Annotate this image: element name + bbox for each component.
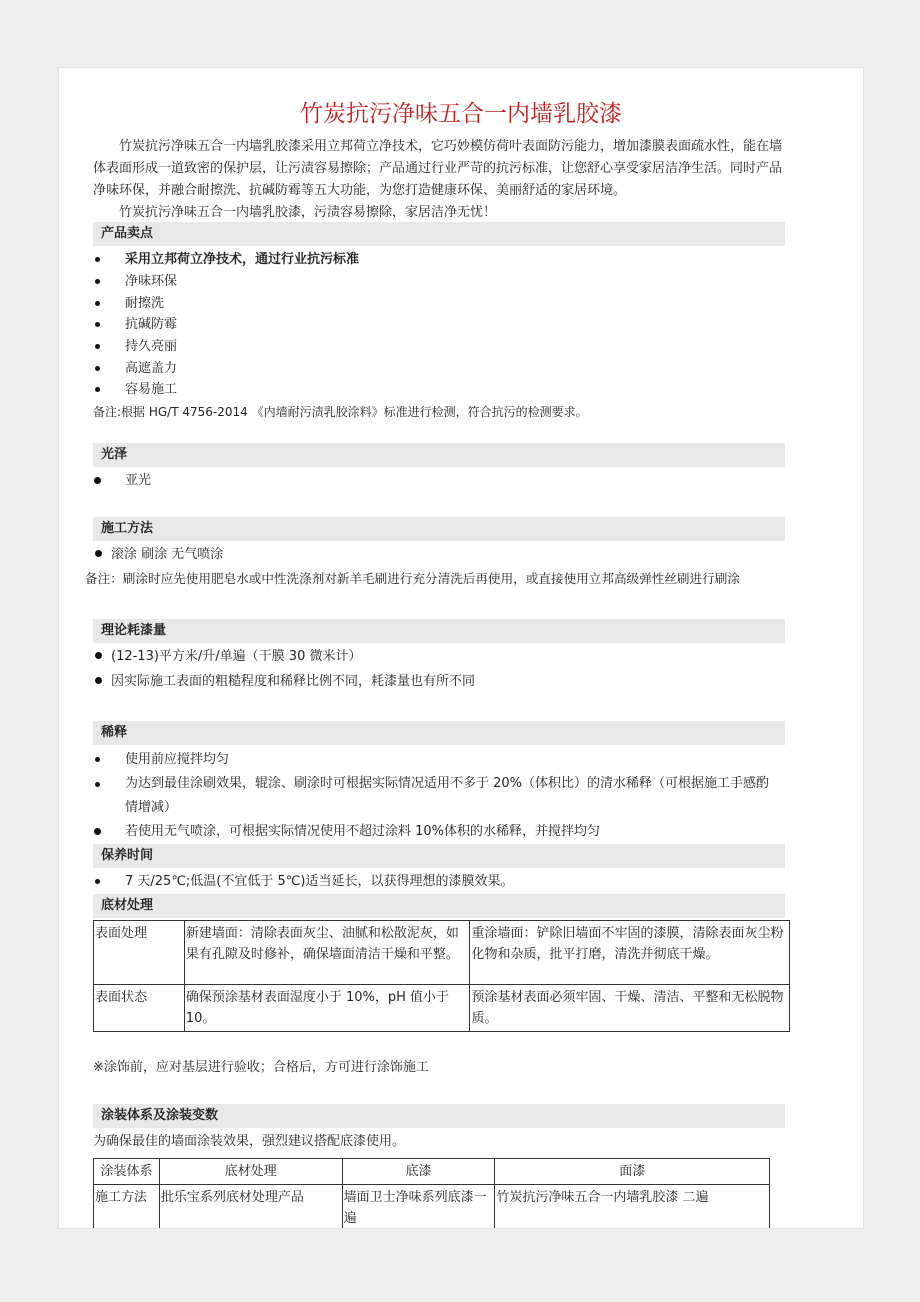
section-header-substrate: 底材处理 — [93, 894, 785, 918]
intro-paragraph-2: 竹炭抗污净味五合一内墙乳胶漆，污渍容易擦除，家居洁净无忧！ — [119, 205, 497, 220]
bullet-icon — [95, 322, 100, 327]
section-header-coverage: 理论耗漆量 — [93, 619, 785, 643]
section-header-selling-points: 产品卖点 — [93, 222, 785, 246]
bullet-icon — [95, 652, 102, 659]
page-title: 竹炭抗污净味五合一内墙乳胶漆 — [300, 101, 622, 127]
table-row — [94, 985, 790, 1032]
table-header-row — [94, 1159, 770, 1185]
coverage-item: 因实际施工表面的粗糙程度和稀释比例不同，耗漆量也有所不同 — [111, 674, 476, 689]
dilution-item: 为达到最佳涂刷效果，辊涂、刷涂时可根据实际情况适用不多于 20%（体积比）的清水稀释（可根据施工手感酌 — [125, 776, 770, 791]
table-row — [94, 921, 790, 985]
table-cell: 批乐宝系列底材处理产品 — [159, 1185, 342, 1230]
list-item: 抗碱防霉 — [125, 317, 178, 332]
system-intro: 为确保最佳的墙面涂装效果，强烈建议搭配底漆使用。 — [93, 1134, 406, 1149]
table-cell: 确保预涂基材表面湿度小于 10%，pH 值小于10。 — [184, 985, 470, 1032]
dilution-item: 使用前应搅拌均匀 — [125, 752, 230, 767]
bullet-icon — [95, 879, 100, 884]
section-header-system: 涂装体系及涂装变数 — [93, 1104, 785, 1128]
table-cell: 施工方法 — [94, 1185, 160, 1230]
intro-paragraph-1: 竹炭抗污净味五合一内墙乳胶漆采用立邦荷立净技术，它巧妙模仿荷叶表面防污能力，增加漆膜表面疏水性，能在墙体表面形成一道致密的保护层，让污渍容易擦除；产品通过行业严苛的抗污标准，让您舒心享受家居洁净生活。同时产品净味环保，并融合耐擦洗、抗碱防霉等五大功能，为您打造健康环保、美丽舒适的家居环境。 — [93, 139, 783, 198]
table-cell: 表面处理 — [94, 921, 185, 985]
list-item: 净味环保 — [125, 274, 178, 289]
section-header-gloss: 光泽 — [93, 443, 785, 467]
substrate-footnote: ※涂饰前，应对基层进行验收；合格后，方可进行涂饰施工 — [93, 1060, 429, 1075]
table-cell: 墙面卫士净味系列底漆一遍 — [342, 1185, 495, 1230]
bullet-icon — [95, 387, 100, 392]
table-header-cell: 底材处理 — [159, 1159, 342, 1185]
selling-points-note: 备注:根据 HG/T 4756-2014 《内墙耐污渍乳胶涂料》标准进行检测，符合抗污的检测要求。 — [93, 405, 588, 419]
table-cell: 重涂墙面：铲除旧墙面不牢固的漆膜，清除表面灰尘粉化物和杂质，批平打磨，清洗并彻底干燥。 — [470, 921, 790, 985]
list-item: 耐擦洗 — [125, 296, 165, 311]
table-header-cell: 面漆 — [495, 1159, 770, 1185]
table-cell: 新建墙面：清除表面灰尘、油腻和松散泥灰，如果有孔隙及时修补，确保墙面清洁干燥和平整。 — [184, 921, 470, 985]
list-item: 高遮盖力 — [125, 361, 178, 376]
list-item: 容易施工 — [125, 382, 178, 397]
substrate-table — [93, 920, 790, 1032]
coverage-item: (12-13)平方米/升/单遍（干膜 30 微米计） — [111, 649, 362, 664]
section-header-curing: 保养时间 — [93, 844, 785, 868]
document-page — [58, 67, 864, 1229]
bullet-icon — [95, 257, 100, 262]
table-cell: 表面状态 — [94, 985, 185, 1032]
bullet-icon — [94, 828, 101, 835]
bullet-icon — [95, 782, 100, 787]
section-header-dilution: 稀释 — [93, 721, 785, 745]
list-item: 采用立邦荷立净技术，通过行业抗污标准 — [125, 252, 360, 267]
bullet-icon — [95, 677, 102, 684]
bullet-icon — [94, 477, 101, 484]
list-item: 持久亮丽 — [125, 339, 178, 354]
bullet-icon — [95, 366, 100, 371]
bullet-icon — [95, 279, 100, 284]
table-header-cell: 底漆 — [342, 1159, 495, 1185]
system-table — [93, 1158, 770, 1229]
gloss-value: 亚光 — [125, 473, 152, 488]
dilution-item: 若使用无气喷涂，可根据实际情况使用不超过涂料 10%体积的水稀释，并搅拌均匀 — [125, 824, 601, 839]
bullet-icon — [95, 344, 100, 349]
table-header-cell: 涂装体系 — [94, 1159, 160, 1185]
table-cell: 竹炭抗污净味五合一内墙乳胶漆 二遍 — [495, 1185, 770, 1230]
curing-item: 7 天/25℃;低温(不宜低于 5℃)适当延长，以获得理想的漆膜效果。 — [125, 874, 514, 889]
bullet-icon — [95, 757, 100, 762]
bullet-icon — [95, 550, 102, 557]
table-cell: 预涂基材表面必须牢固、干燥、清洁、平整和无松脱物质。 — [470, 985, 790, 1032]
section-header-application: 施工方法 — [93, 517, 785, 541]
bullet-icon — [95, 301, 100, 306]
table-row — [94, 1185, 770, 1230]
dilution-item-continued: 情增减） — [125, 800, 178, 815]
application-methods: 滚涂 刷涂 无气喷涂 — [111, 547, 224, 562]
intro-text — [93, 136, 793, 224]
application-note: 备注：刷涂时应先使用肥皂水或中性洗涤剂对新羊毛刷进行充分清洗后再使用，或直接使用立邦高级弹性丝刷进行刷涂 — [85, 571, 740, 586]
